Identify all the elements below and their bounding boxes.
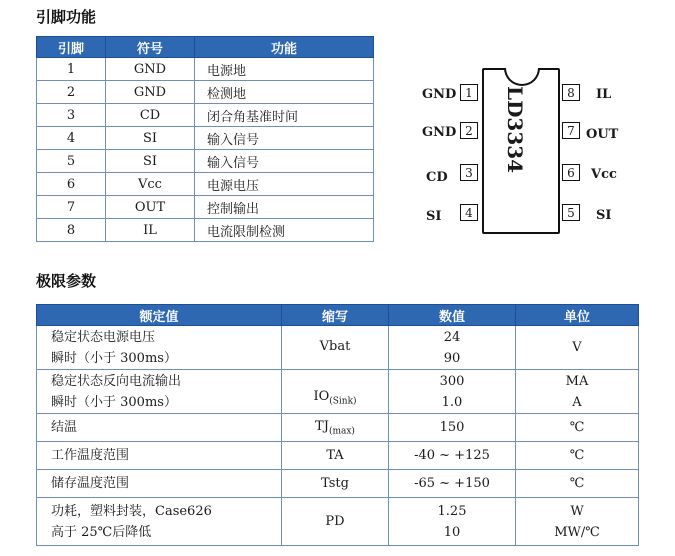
- table-row: [37, 127, 374, 150]
- rating-unit: V: [516, 326, 639, 370]
- pin-symbol: CD: [106, 104, 195, 127]
- table-row: [37, 81, 374, 104]
- rating-value: -65 ~ +150: [389, 470, 516, 498]
- pin-number: 3: [37, 104, 106, 127]
- pin-symbol: GND: [106, 81, 195, 104]
- value-col-header: 数值: [389, 305, 516, 326]
- pin-table-header-row: [37, 37, 374, 58]
- table-row: [37, 104, 374, 127]
- pin-number: 6: [37, 173, 106, 196]
- rating-value: 24 90: [389, 326, 516, 370]
- pin-col-header: 引脚: [37, 37, 106, 58]
- rating-value: -40 ~ +125: [389, 442, 516, 470]
- chip-pin-number: 7: [562, 122, 580, 139]
- chip-pinout-diagram: [420, 60, 650, 240]
- pin-number: 4: [37, 127, 106, 150]
- pin-symbol: OUT: [106, 196, 195, 219]
- ratings-section-title: 极限参数: [36, 272, 97, 290]
- table-row: [37, 219, 374, 242]
- rating-abbr: $TJ_{(max)}$: [282, 414, 389, 442]
- rating-abbr: $IO_{(Sink)}$: [282, 370, 389, 414]
- pin-symbol: IL: [106, 219, 195, 242]
- pin-number: 1: [37, 58, 106, 81]
- chip-pin-name: CD: [426, 170, 448, 185]
- pin-function-table: [36, 36, 374, 242]
- table-row: [37, 173, 374, 196]
- unit-col-header: 单位: [516, 305, 639, 326]
- max-ratings-table: [36, 304, 639, 546]
- function-col-header: 功能: [195, 37, 374, 58]
- pin-section-title: 引脚功能: [36, 8, 97, 26]
- rating-value: 150: [389, 414, 516, 442]
- chip-pin-number: 6: [562, 164, 580, 181]
- table-row: [37, 498, 639, 546]
- rating-name: 功耗，塑料封装，Case626 高于 25℃后降低: [37, 498, 282, 546]
- pin-number: 5: [37, 150, 106, 173]
- ratings-table-header-row: [37, 305, 639, 326]
- chip-pin-name: GND: [422, 87, 457, 102]
- rating-unit: MA A: [516, 370, 639, 414]
- rating-abbr: Vbat: [282, 326, 389, 370]
- chip-pin-number: 2: [460, 122, 478, 139]
- rating-col-header: 额定值: [37, 305, 282, 326]
- rating-value: 1.25 10: [389, 498, 516, 546]
- abbr-col-header: 缩写: [282, 305, 389, 326]
- chip-pin-number: 3: [460, 164, 478, 181]
- pin-number: 2: [37, 81, 106, 104]
- rating-name: 储存温度范围: [37, 470, 282, 498]
- table-row: [37, 150, 374, 173]
- chip-pin-name: OUT: [586, 127, 619, 142]
- pin-symbol: SI: [106, 127, 195, 150]
- chip-body: LD3334: [482, 68, 560, 234]
- symbol-col-header: 符号: [106, 37, 195, 58]
- pin-function: 检测地: [195, 81, 374, 104]
- pin-function: 电源电压: [195, 173, 374, 196]
- rating-unit: W MW/℃: [516, 498, 639, 546]
- chip-notch: [504, 68, 540, 86]
- rating-name: 稳定状态电源电压 瞬时（小于 300ms）: [37, 326, 282, 370]
- table-row: [37, 326, 639, 370]
- pin-symbol: SI: [106, 150, 195, 173]
- rating-name: 稳定状态反向电流输出 瞬时（小于 300ms）: [37, 370, 282, 414]
- rating-abbr: Tstg: [282, 470, 389, 498]
- table-row: [37, 442, 639, 470]
- table-row: [37, 370, 639, 414]
- chip-pin-number: 1: [460, 84, 478, 101]
- table-row: [37, 58, 374, 81]
- rating-value: 300 1.0: [389, 370, 516, 414]
- pin-symbol: Vcc: [106, 173, 195, 196]
- rating-name: 工作温度范围: [37, 442, 282, 470]
- pin-function: 电流限制检测: [195, 219, 374, 242]
- chip-pin-number: 5: [562, 204, 580, 221]
- pin-symbol: GND: [106, 58, 195, 81]
- table-row: [37, 196, 374, 219]
- chip-pin-name: SI: [426, 209, 442, 224]
- rating-unit: ℃: [516, 470, 639, 498]
- chip-pin-number: 4: [460, 204, 478, 221]
- chip-pin-name: Vcc: [591, 167, 617, 182]
- pin-number: 8: [37, 219, 106, 242]
- pin-function: 控制输出: [195, 196, 374, 219]
- pin-number: 7: [37, 196, 106, 219]
- pin-function: 输入信号: [195, 150, 374, 173]
- pin-function: 输入信号: [195, 127, 374, 150]
- pin-function: 电源地: [195, 58, 374, 81]
- rating-abbr: PD: [282, 498, 389, 546]
- rating-abbr: TA: [282, 442, 389, 470]
- rating-unit: ℃: [516, 442, 639, 470]
- chip-pin-name: GND: [422, 125, 457, 140]
- chip-pin-number: 8: [562, 84, 580, 101]
- rating-name: 结温: [37, 414, 282, 442]
- chip-pin-name: IL: [596, 87, 612, 102]
- table-row: [37, 470, 639, 498]
- table-row: [37, 414, 639, 442]
- chip-pin-name: SI: [596, 208, 612, 223]
- rating-unit: ℃: [516, 414, 639, 442]
- pin-function: 闭合角基准时间: [195, 104, 374, 127]
